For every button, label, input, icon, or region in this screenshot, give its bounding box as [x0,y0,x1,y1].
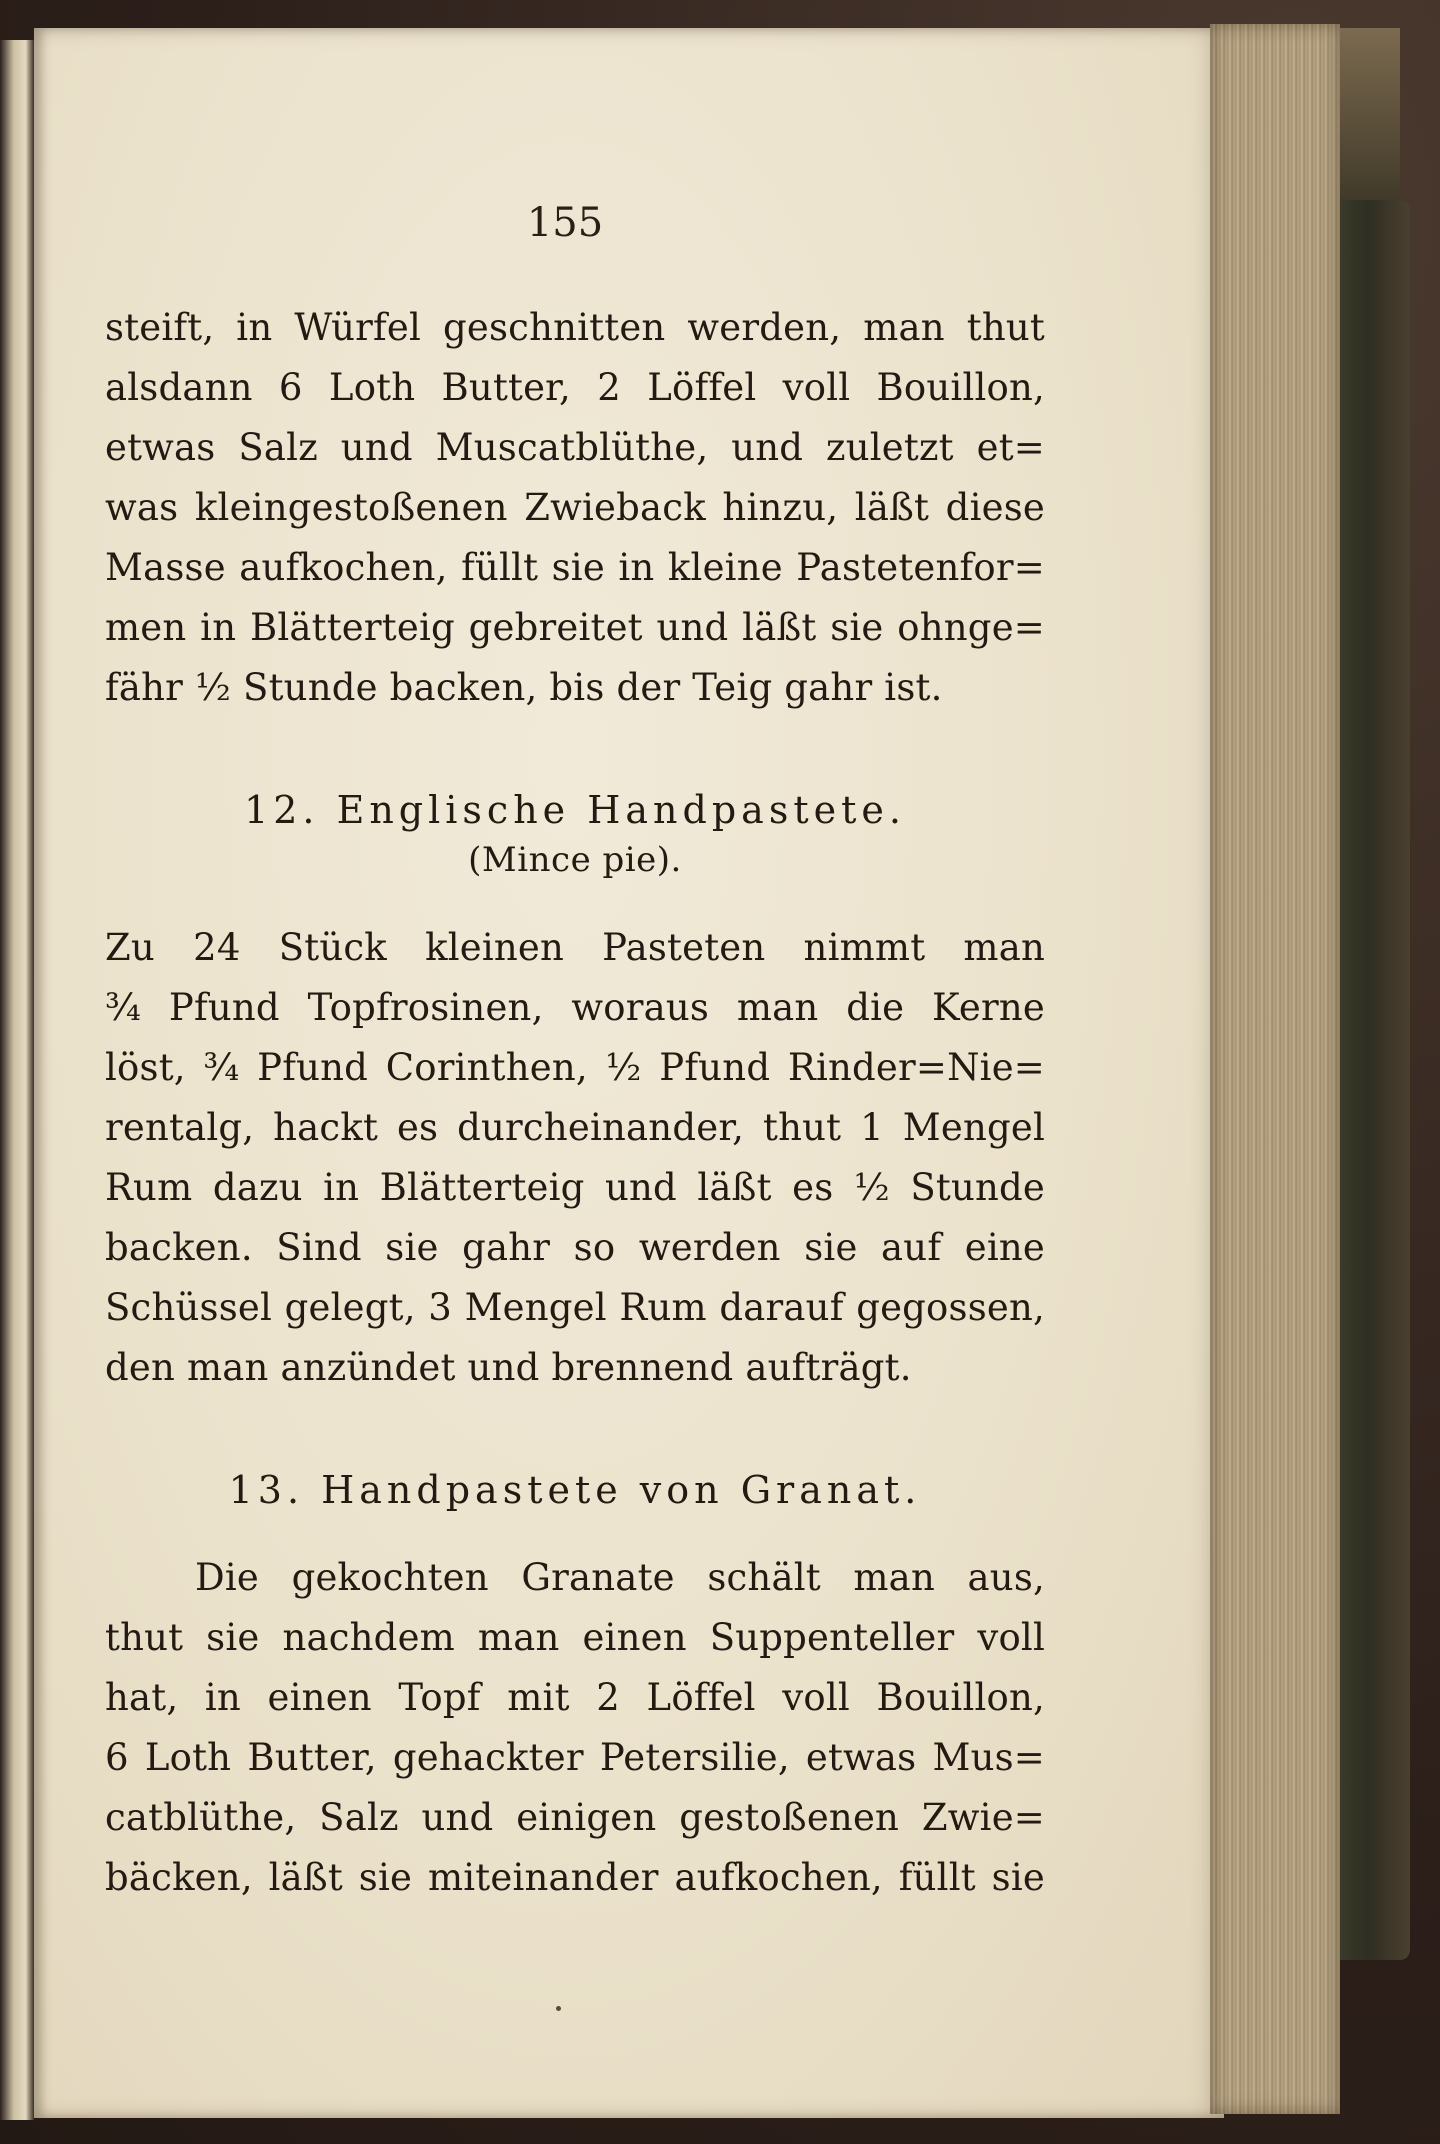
text-line: löst, ¾ Pfund Corinthen, ½ Pfund Rinder=Nie= [105,1046,1045,1089]
text-line: alsdann 6 Loth Butter, 2 Löffel voll Bouillon, [105,366,1045,409]
page-number: 155 [526,200,604,246]
text-line: den man anzündet und brennend aufträgt. [105,1346,912,1389]
ink-dot [556,2006,561,2011]
section-subheading-12: (Mince pie). [468,840,682,880]
text-line: hat, in einen Topf mit 2 Löffel voll Bouillon, [105,1676,1045,1719]
text-line: Schüssel gelegt, 3 Mengel Rum darauf gegossen, [105,1286,1045,1329]
text-line: thut sie nachdem man einen Suppenteller voll [105,1616,1045,1659]
page-stack-edge [1210,24,1340,2114]
section-heading-13: 13. Handpastete von Granat. [228,1468,922,1512]
text-line: rentalg, hackt es durcheinander, thut 1 Mengel [105,1106,1045,1149]
text-line: Zu 24 Stück kleinen Pasteten nimmt man [105,926,1045,969]
text-line: backen. Sind sie gahr so werden sie auf eine [105,1226,1045,1269]
book-cover-top [1340,28,1400,218]
text-line: ¾ Pfund Topfrosinen, woraus man die Kerne [105,986,1045,1029]
text-line: catblüthe, Salz und einigen gestoßenen Zwie= [105,1796,1045,1839]
text-line: Rum dazu in Blätterteig und läßt es ½ Stunde [105,1166,1045,1209]
text-line: bäcken, läßt sie miteinander aufkochen, füllt sie [105,1856,1045,1899]
text-line: 6 Loth Butter, gehackter Petersilie, etwas Mus= [105,1736,1045,1779]
text-line: Masse aufkochen, füllt sie in kleine Pastetenfor= [105,546,1045,589]
text-line: was kleingestoßenen Zwieback hinzu, läßt diese [105,486,1045,529]
text-line: Die gekochten Granate schält man aus, [195,1556,1045,1599]
book-cover-spine [1340,200,1410,1960]
text-line: fähr ½ Stunde backen, bis der Teig gahr ist. [105,666,943,709]
section-heading-12: 12. Englische Handpastete. [244,788,906,832]
text-line: etwas Salz und Muscatblüthe, und zuletzt et= [105,426,1045,469]
text-line: men in Blätterteig gebreitet und läßt sie ohnge= [105,606,1045,649]
left-page-edge [0,40,34,2120]
text-line: steift, in Würfel geschnitten werden, man thut [105,306,1045,349]
